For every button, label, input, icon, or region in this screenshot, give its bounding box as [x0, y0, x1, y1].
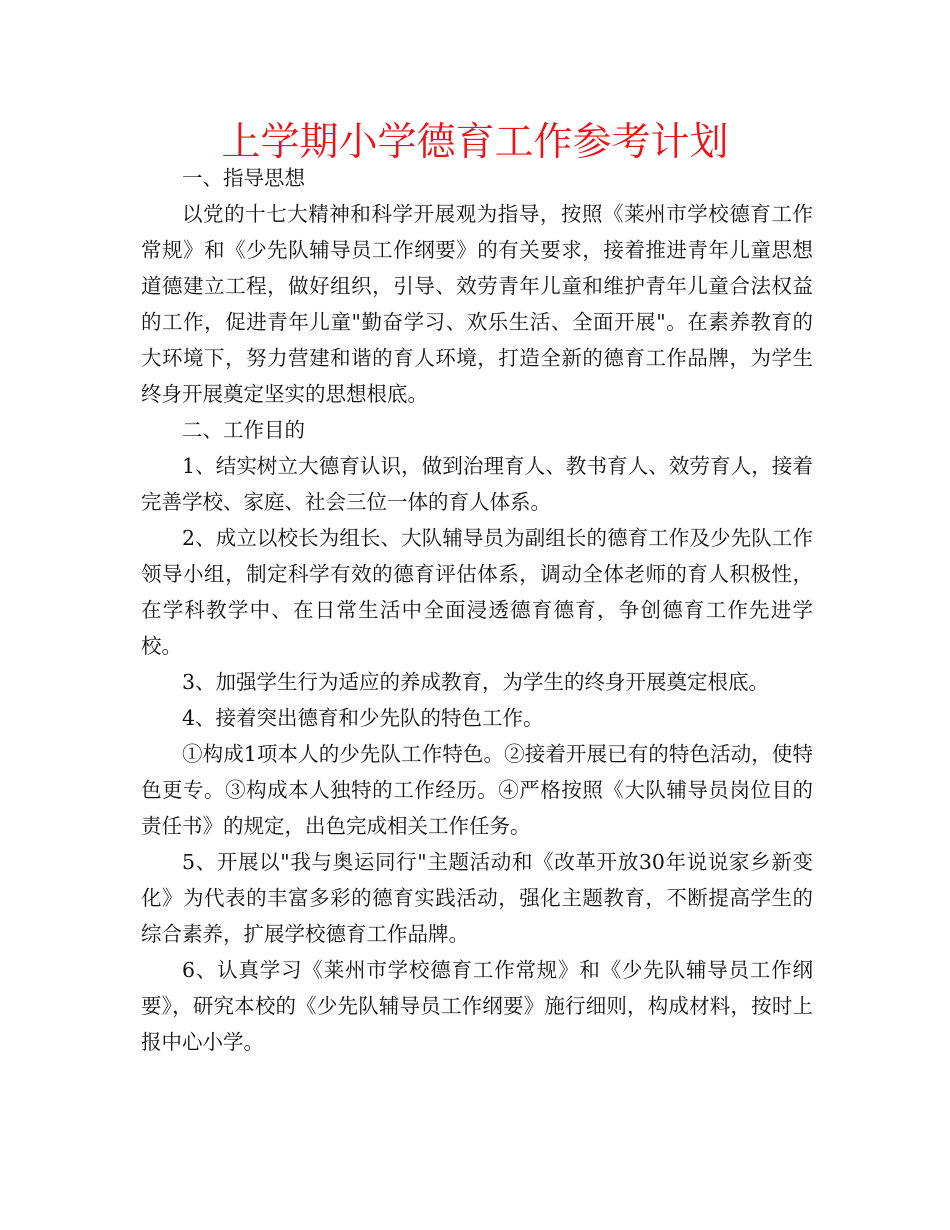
paragraph-goal-4-details: ①构成1项本人的少先队工作特色。②接着开展已有的特色活动，使特色更专。③构成本人独特的工作经历。④严格按照《大队辅导员岗位目的责任书》的规定，出色完成相关工作任务。	[141, 742, 813, 838]
section-heading-guiding-ideology: 一、指导思想	[182, 166, 305, 190]
paragraph-goal-1: 1、结实树立大德育认识，做到治理育人、教书育人、效劳育人，接着完善学校、家庭、社会三位一体的育人体系。	[141, 454, 813, 514]
paragraph-goal-5: 5、开展以"我与奥运同行"主题活动和《改革开放30年说说家乡新变化》为代表的丰富多彩的德育实践活动，强化主题教育，不断提高学生的综合素养，扩展学校德育工作品牌。	[141, 850, 813, 946]
section-heading-work-goals: 二、工作目的	[182, 418, 305, 442]
document-body	[141, 160, 813, 1060]
paragraph-guiding-ideology: 以党的十七大精神和科学开展观为指导，按照《莱州市学校德育工作常规》和《少先队辅导员工作纲要》的有关要求，接着推进青年儿童思想道德建立工程，做好组织，引导、效劳青年儿童和维护青年儿童合法权益的工作，促进青年儿童"勤奋学习、欢乐生活、全面开展"。在素养教育的大环境下，努力营建和谐的育人环境，打造全新的德育工作品牌，为学生终身开展奠定坚实的思想根底。	[141, 202, 813, 406]
paragraph-goal-2: 2、成立以校长为组长、大队辅导员为副组长的德育工作及少先队工作领导小组，制定科学有效的德育评估体系，调动全体老师的育人积极性，在学科教学中、在日常生活中全面浸透德育德育，争创德育工作先进学校。	[141, 526, 813, 658]
paragraph-goal-6: 6、认真学习《莱州市学校德育工作常规》和《少先队辅导员工作纲要》，研究本校的《少先队辅导员工作纲要》施行细则，构成材料，按时上报中心小学。	[141, 958, 813, 1054]
paragraph-goal-3: 3、加强学生行为适应的养成教育，为学生的终身开展奠定根底。	[182, 670, 770, 694]
document-title: 上学期小学德育工作参考计划	[221, 120, 729, 165]
paragraph-goal-4: 4、接着突出德育和少先队的特色工作。	[182, 706, 544, 730]
